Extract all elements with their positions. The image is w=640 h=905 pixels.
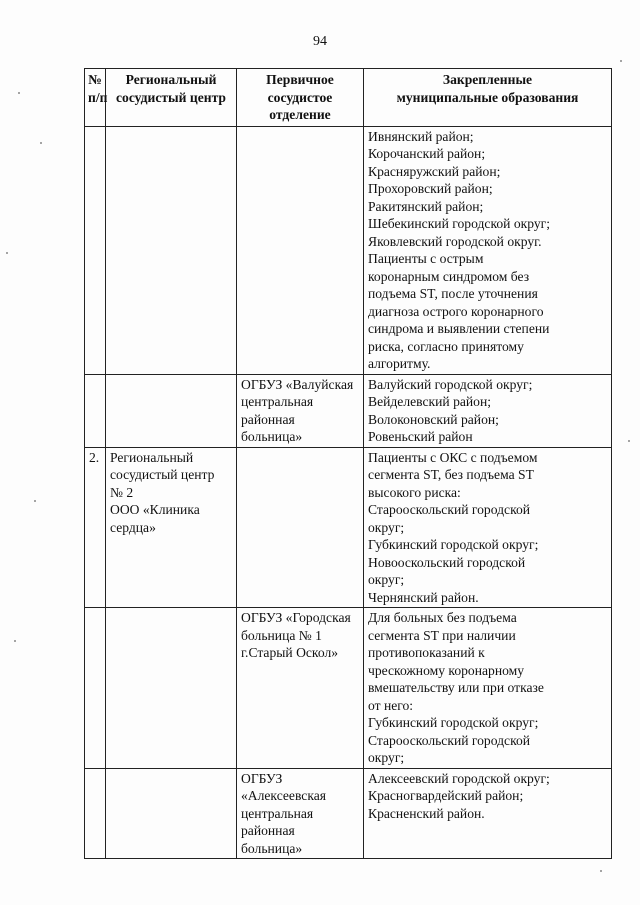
cell-muni-line: Пациенты с острым [368,251,484,266]
header-num [85,69,106,127]
cell-muni-line: Для больных без подъема [368,610,517,625]
cell-muni-line: Корочанский район; [368,146,486,161]
cell-center-line: ООО «Клиника [110,502,200,517]
cell-center-line: сосудистый центр [110,467,215,482]
table-header [85,69,612,127]
cell-dept [237,447,364,608]
header-num-line: п/п [88,89,108,105]
cell-muni-line: Ивнянский район; [368,128,474,144]
cell-muni-line: противопоказаний к [368,645,485,660]
cell-dept-line: районная [241,411,295,427]
header-muni-line: Закрепленные [442,72,533,87]
cell-muni-line: сегмента ST при наличии [368,627,516,643]
cell-muni [364,447,612,608]
scan-speck [628,440,630,442]
cell-muni-line: сегмента ST, без подъема ST [368,467,534,482]
cell-muni-line: высокого риска: [368,484,461,500]
scan-speck [6,252,8,254]
cell-dept-line: больница» [241,840,303,856]
cell-muni-line: синдрома и выявлении степени [368,321,550,336]
cell-center [106,374,237,447]
cell-muni [364,768,612,859]
cell-muni-line: Новооскольский городской [368,554,526,570]
cell-dept-line: районная [241,823,295,838]
cell-muni-line: от него: [368,697,414,713]
cell-muni-line: Губкинский городской округ; [368,537,539,552]
table-row [85,126,612,374]
cell-num [85,768,106,859]
table-row [85,374,612,447]
table-row [85,447,612,608]
cell-muni-line: коронарным синдромом без [368,268,530,284]
cell-muni-line: риска, согласно принятому [368,338,524,354]
header-num-line: № [88,72,102,87]
cell-muni-line: Старооскольский городской [368,502,531,517]
cell-muni-line: Прохоровский район; [368,181,493,196]
cell-muni-line: Красненский район. [368,805,485,821]
cell-muni-line: Алексеевский городской округ; [368,770,550,786]
cell-center [106,447,237,608]
cell-dept-line: центральная [241,805,314,821]
page-number: 94 [313,34,327,49]
header-muni-line: муниципальные образования [396,89,579,105]
cell-dept-line: ОГБУЗ «Валуйская [241,376,354,392]
cell-num [85,608,106,769]
cell-center-line: Региональный [110,449,194,465]
cell-center [106,768,237,859]
cell-muni-line: округ; [368,519,405,535]
cell-center [106,608,237,769]
header-center-line: сосудистый центр [116,89,226,105]
cell-muni-line: вмешательству или при отказе [368,680,544,695]
scan-speck [620,60,622,62]
cell-dept-line: «Алексеевская [241,788,327,803]
cell-muni-line: Ракитянский район; [368,198,484,214]
cell-dept [237,768,364,859]
header-dept [237,69,364,127]
vascular-centers-table [84,68,612,859]
cell-muni-line: Яковлевский городской округ. [368,233,542,249]
cell-dept-line: центральная [241,394,314,409]
cell-muni-line: подъема ST, после уточнения [368,286,538,301]
scan-speck [18,92,20,94]
cell-muni-line: Губкинский городской округ; [368,715,539,730]
cell-muni-line: округ; [368,750,405,765]
cell-muni-line: Вейделевский район; [368,394,492,409]
cell-center-line: сердца» [110,519,156,535]
cell-muni-line: Валуйский городской округ; [368,376,533,392]
cell-dept [237,374,364,447]
cell-dept-line: больница № 1 [241,627,322,643]
table-row [85,768,612,859]
cell-muni [364,608,612,769]
cell-dept [237,608,364,769]
cell-muni-line: алгоритму. [368,356,431,371]
cell-dept-line: ОГБУЗ «Городская [241,610,351,625]
cell-dept [237,126,364,374]
cell-muni-line: Красняружский район; [368,163,501,179]
scan-speck [40,142,42,144]
table-row [85,608,612,769]
cell-dept-line: больница» [241,429,303,444]
cell-muni-line: Чернянский район. [368,589,479,605]
header-muni [364,69,612,127]
cell-muni [364,374,612,447]
header-center-line: Региональный [125,72,217,87]
scan-speck [34,500,36,502]
cell-dept-line: ОГБУЗ [241,770,283,786]
cell-muni-line: Пациенты с ОКС с подъемом [368,449,538,465]
cell-num [85,447,106,608]
cell-muni [364,126,612,374]
header-dept-line: сосудистое [267,89,333,105]
cell-muni-line: Старооскольский городской [368,732,531,748]
cell-muni-line: Красногвардейский район; [368,788,524,803]
cell-muni-line: Ровеньский район [368,429,473,444]
cell-num [85,374,106,447]
cell-muni-line: диагноза острого коронарного [368,303,544,319]
scan-speck [600,870,602,872]
header-dept-line: отделение [269,107,331,122]
cell-muni-line: округ; [368,572,405,587]
table-body [85,126,612,859]
cell-dept-line: г.Старый Оскол» [241,645,339,660]
scan-speck [14,640,16,642]
row-number: 2. [89,449,100,465]
cell-center-line: № 2 [110,484,134,500]
cell-muni-line: Волоконовский район; [368,411,499,427]
cell-muni-line: чрескожному коронарному [368,662,525,678]
header-center [106,69,237,127]
cell-num [85,126,106,374]
header-dept-line: Первичное [266,72,334,87]
cell-muni-line: Шебекинский городской округ; [368,216,550,231]
cell-center [106,126,237,374]
